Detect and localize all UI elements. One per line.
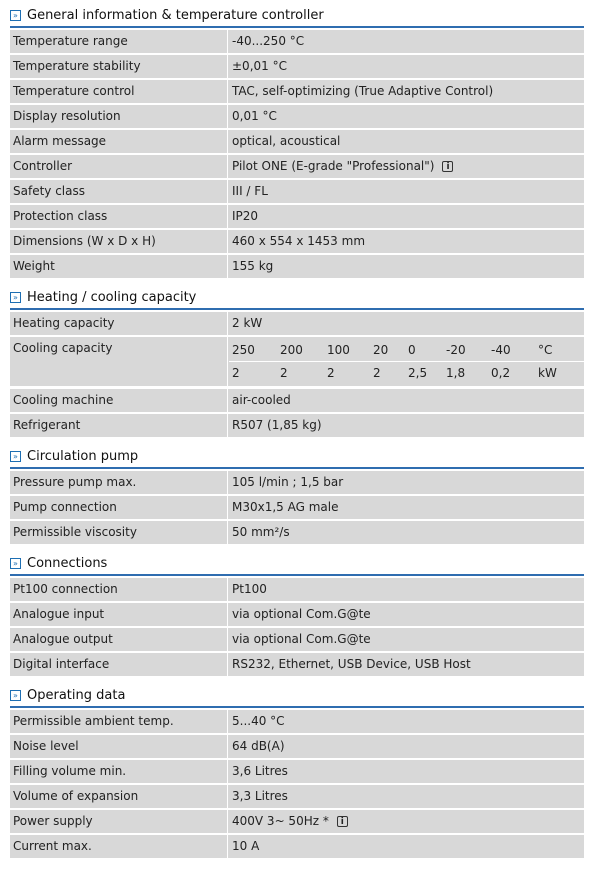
spec-value <box>229 180 584 203</box>
chevron-right-icon: » <box>10 10 21 21</box>
cooling-temp-cell: °C <box>538 343 553 357</box>
spec-value <box>229 205 584 228</box>
section-title: Operating data <box>27 687 126 703</box>
cooling-temp-cell: -20 <box>446 343 466 357</box>
cooling-temp-cell: 20 <box>373 343 389 357</box>
spec-value <box>229 230 584 253</box>
spec-label: Cooling capacity <box>10 337 228 386</box>
spec-value-text: RS232, Ethernet, USB Device, USB Host <box>232 657 471 671</box>
spec-value <box>229 710 584 733</box>
spec-value <box>229 628 584 651</box>
section-title: General information & temperature controller <box>27 7 324 23</box>
spec-label: Power supply <box>10 810 228 833</box>
spec-label: Permissible ambient temp. <box>10 710 228 733</box>
spec-label: Permissible viscosity <box>10 521 228 544</box>
spec-label: Digital interface <box>10 653 228 676</box>
spec-value-text: 5...40 °C <box>232 714 285 728</box>
section-rule <box>10 26 584 28</box>
chevron-right-icon: » <box>10 292 21 303</box>
spec-row <box>10 30 584 54</box>
spec-value-text: Pilot ONE (E-grade "Professional") <box>232 159 435 173</box>
spec-value-text: 50 mm²/s <box>232 525 290 539</box>
spec-value <box>229 414 584 437</box>
spec-row <box>10 105 584 129</box>
cooling-value-cell: 2 <box>373 366 381 380</box>
spec-value-text: -40...250 °C <box>232 34 305 48</box>
spec-value <box>229 785 584 808</box>
cooling-value-cell: 2 <box>280 366 288 380</box>
spec-label: Temperature range <box>10 30 228 53</box>
spec-value <box>229 810 584 833</box>
spec-row <box>10 785 584 809</box>
spec-label: Refrigerant <box>10 414 228 437</box>
spec-row <box>10 80 584 104</box>
spec-value-text: 105 l/min ; 1,5 bar <box>232 475 344 489</box>
section-rule <box>10 574 584 576</box>
spec-row <box>10 710 584 734</box>
heating-capacity-row <box>10 312 584 336</box>
spec-label: Heating capacity <box>10 312 228 335</box>
spec-row <box>10 205 584 229</box>
cooling-temp-cell: 100 <box>327 343 350 357</box>
spec-label: Cooling machine <box>10 389 228 412</box>
spec-row <box>10 628 584 652</box>
spec-label: Current max. <box>10 835 228 858</box>
spec-value <box>229 255 584 278</box>
spec-label: Controller <box>10 155 228 178</box>
spec-value <box>229 471 584 494</box>
section-title: Circulation pump <box>27 448 139 464</box>
spec-row <box>10 653 584 677</box>
spec-label: Dimensions (W x D x H) <box>10 230 228 253</box>
spec-label: Noise level <box>10 735 228 758</box>
spec-label: Analogue input <box>10 603 228 626</box>
spec-value <box>229 80 584 103</box>
spec-row <box>10 578 584 602</box>
spec-value <box>229 30 584 53</box>
spec-label: Analogue output <box>10 628 228 651</box>
spec-value-text: R507 (1,85 kg) <box>232 418 322 432</box>
spec-row <box>10 810 584 834</box>
cooling-value-cell: kW <box>538 366 557 380</box>
spec-value <box>229 735 584 758</box>
spec-value-text: M30x1,5 AG male <box>232 500 339 514</box>
spec-row <box>10 414 584 438</box>
spec-value <box>229 653 584 676</box>
spec-value <box>229 760 584 783</box>
spec-value <box>229 105 584 128</box>
spec-value <box>229 603 584 626</box>
spec-label: Temperature stability <box>10 55 228 78</box>
heating-cooling-section-header[interactable] <box>10 286 584 308</box>
spec-value-text: 3,3 Litres <box>232 789 288 803</box>
cooling-value-cell: 0,2 <box>491 366 511 380</box>
spec-value-text: Pt100 <box>232 582 267 596</box>
spec-label: Pressure pump max. <box>10 471 228 494</box>
spec-value-text: 460 x 554 x 1453 mm <box>232 234 366 248</box>
circulation-pump-section-header[interactable] <box>10 445 584 467</box>
spec-label: Protection class <box>10 205 228 228</box>
section-rule <box>10 706 584 708</box>
spec-value-text: 0,01 °C <box>232 109 277 123</box>
spec-row <box>10 835 584 859</box>
spec-row <box>10 603 584 627</box>
spec-value-text: III / FL <box>232 184 268 198</box>
spec-value <box>229 835 584 858</box>
spec-row <box>10 230 584 254</box>
spec-row <box>10 389 584 413</box>
chevron-right-icon: » <box>10 690 21 701</box>
chevron-right-icon: » <box>10 558 21 569</box>
spec-value-text: TAC, self-optimizing (True Adaptive Control) <box>232 84 494 98</box>
spec-value-text: 155 kg <box>232 259 274 273</box>
spec-value-text: ±0,01 °C <box>232 59 287 73</box>
spec-value-text: via optional Com.G@te <box>232 607 371 621</box>
spec-row <box>10 760 584 784</box>
section-rule <box>10 467 584 469</box>
spec-row <box>10 155 584 179</box>
spec-value <box>229 130 584 153</box>
spec-row <box>10 521 584 545</box>
spec-label: Filling volume min. <box>10 760 228 783</box>
spec-row <box>10 735 584 759</box>
spec-row <box>10 180 584 204</box>
chevron-right-icon: » <box>10 451 21 462</box>
cooling-capacity-row <box>10 337 584 387</box>
spec-value-text: air-cooled <box>232 393 291 407</box>
cooling-temp-cell: 0 <box>408 343 416 357</box>
info-icon[interactable]: i <box>337 816 348 827</box>
spec-value <box>229 521 584 544</box>
spec-label: Pump connection <box>10 496 228 519</box>
info-icon[interactable]: i <box>442 161 453 172</box>
cooling-value-cell: 2 <box>232 366 240 380</box>
section-title: Connections <box>27 555 108 571</box>
spec-label: Pt100 connection <box>10 578 228 601</box>
spec-row <box>10 471 584 495</box>
spec-value-text: optical, acoustical <box>232 134 341 148</box>
cooling-temp-cell: -40 <box>491 343 511 357</box>
spec-value <box>229 55 584 78</box>
general-section-header[interactable] <box>10 4 584 26</box>
spec-label: Weight <box>10 255 228 278</box>
spec-row <box>10 55 584 79</box>
spec-value <box>229 155 584 178</box>
connections-section-header[interactable] <box>10 552 584 574</box>
cooling-capacity-table <box>229 337 584 386</box>
cooling-temp-cell: 250 <box>232 343 255 357</box>
section-title: Heating / cooling capacity <box>27 289 197 305</box>
spec-label: Safety class <box>10 180 228 203</box>
spec-value-text: 64 dB(A) <box>232 739 285 753</box>
spec-label: Temperature control <box>10 80 228 103</box>
spec-value-text: 400V 3~ 50Hz * <box>232 814 329 828</box>
spec-value-text: IP20 <box>232 209 259 223</box>
spec-label: Volume of expansion <box>10 785 228 808</box>
spec-value-text: 10 A <box>232 839 260 853</box>
cooling-value-cell: 2 <box>327 366 335 380</box>
spec-row <box>10 496 584 520</box>
cooling-value-cell: 2,5 <box>408 366 428 380</box>
spec-label: Alarm message <box>10 130 228 153</box>
spec-value <box>229 389 584 412</box>
spec-value-text: via optional Com.G@te <box>232 632 371 646</box>
spec-value <box>229 496 584 519</box>
spec-value: 2 kW <box>232 316 263 330</box>
spec-value <box>229 578 584 601</box>
cooling-value-cell: 1,8 <box>446 366 466 380</box>
spec-value-text: 3,6 Litres <box>232 764 288 778</box>
spec-row <box>10 130 584 154</box>
cooling-temp-cell: 200 <box>280 343 303 357</box>
spec-row <box>10 255 584 279</box>
section-rule <box>10 308 584 310</box>
operating-data-section-header[interactable] <box>10 684 584 706</box>
spec-label: Display resolution <box>10 105 228 128</box>
